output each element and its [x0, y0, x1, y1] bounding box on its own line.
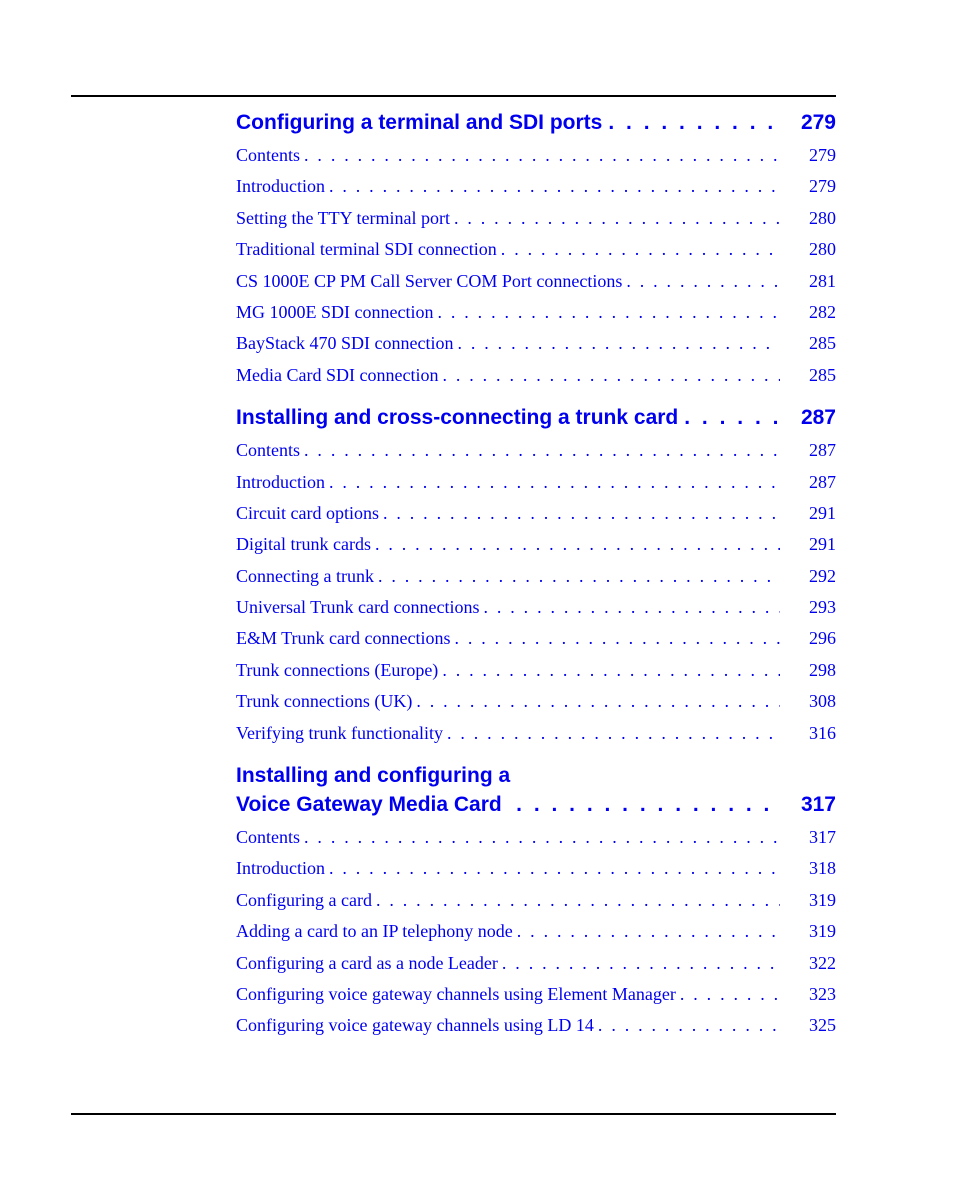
dot-leader	[443, 718, 780, 749]
toc-entry-text: Traditional terminal SDI connection	[236, 239, 497, 260]
toc-entry-page: 292	[809, 565, 836, 586]
table-of-contents	[236, 108, 836, 1042]
toc-entry-link[interactable]	[236, 718, 836, 749]
toc-entry-text: Introduction	[236, 858, 325, 879]
toc-entry-text: Contents	[236, 440, 301, 461]
dot-leader	[678, 403, 782, 432]
dot-leader	[300, 435, 780, 466]
dot-leader	[602, 108, 782, 137]
toc-entry-text: Configuring voice gateway channels using LD 14	[236, 1015, 594, 1036]
dot-leader	[372, 885, 780, 916]
toc-entry-page: 317	[809, 827, 836, 848]
toc-entry-page: 293	[809, 597, 836, 618]
toc-entry-page: 285	[809, 364, 836, 385]
dot-leader	[622, 266, 780, 297]
toc-entry-text: Introduction	[236, 176, 325, 197]
toc-entry-page: 319	[809, 889, 836, 910]
dot-leader	[453, 328, 780, 359]
toc-entry-page: 287	[809, 440, 836, 461]
section-heading-text: Installing and cross-connecting a trunk card	[236, 406, 679, 430]
toc-entry-link[interactable]	[236, 435, 836, 466]
section-page-number: 287	[800, 406, 836, 430]
dot-leader	[510, 790, 782, 819]
dot-leader	[379, 498, 780, 529]
dot-leader	[479, 592, 780, 623]
dot-leader	[412, 686, 780, 717]
toc-entry-page: 280	[809, 239, 836, 260]
section-heading-text: Installing and configuring a Voice Gateway Media Card	[236, 764, 511, 817]
dot-leader	[325, 853, 780, 884]
toc-entry-text: Introduction	[236, 471, 325, 492]
toc-entry-link[interactable]	[236, 266, 836, 297]
toc-entry-link[interactable]	[236, 1010, 836, 1041]
toc-entry-link[interactable]	[236, 822, 836, 853]
toc-entry-page: 318	[809, 858, 836, 879]
dot-leader	[300, 140, 780, 171]
toc-entry-text: E&M Trunk card connections	[236, 628, 451, 649]
section-heading-link[interactable]	[236, 108, 836, 137]
toc-entry-text: Setting the TTY terminal port	[236, 207, 450, 228]
bottom-rule	[71, 1113, 836, 1115]
toc-entry-text: Adding a card to an IP telephony node	[236, 921, 513, 942]
dot-leader	[594, 1010, 780, 1041]
toc-entry-text: CS 1000E CP PM Call Server COM Port connections	[236, 270, 623, 291]
toc-entry-text: Connecting a trunk	[236, 565, 374, 586]
toc-entry-link[interactable]	[236, 297, 836, 328]
toc-entry-link[interactable]	[236, 234, 836, 265]
dot-leader	[438, 360, 780, 391]
toc-entry-text: Trunk connections (UK)	[236, 691, 413, 712]
toc-entry-text: Media Card SDI connection	[236, 364, 439, 385]
toc-entry-page: 316	[809, 722, 836, 743]
toc-entry-page: 325	[809, 1015, 836, 1036]
toc-entry-page: 282	[809, 301, 836, 322]
toc-entry-link[interactable]	[236, 140, 836, 171]
toc-entry-link[interactable]	[236, 655, 836, 686]
toc-entry-text: Contents	[236, 827, 301, 848]
toc-entry-link[interactable]	[236, 467, 836, 498]
toc-section-trunk-card	[236, 403, 836, 749]
toc-entry-text: Contents	[236, 145, 301, 165]
toc-section-voice-gateway	[236, 761, 836, 1042]
toc-entry-text: BayStack 470 SDI connection	[236, 333, 454, 354]
toc-entry-text: Configuring a card as a node Leader	[236, 952, 498, 973]
toc-entry-page: 308	[809, 691, 836, 712]
toc-entry-link[interactable]	[236, 686, 836, 717]
toc-entry-text: Verifying trunk functionality	[236, 722, 443, 743]
dot-leader	[450, 623, 780, 654]
toc-entry-link[interactable]	[236, 171, 836, 202]
dot-leader	[676, 979, 780, 1010]
top-rule	[71, 95, 836, 97]
toc-entry-page: 322	[809, 952, 836, 973]
dot-leader	[498, 948, 780, 979]
toc-entry-page: 298	[809, 659, 836, 680]
dot-leader	[300, 822, 780, 853]
dot-leader	[325, 171, 780, 202]
dot-leader	[513, 916, 780, 947]
toc-entry-page: 291	[809, 502, 836, 523]
toc-entry-text: Trunk connections (Europe)	[236, 659, 439, 680]
toc-entry-page: 279	[809, 145, 836, 165]
toc-entry-page: 280	[809, 207, 836, 228]
toc-entry-link[interactable]	[236, 853, 836, 884]
toc-entry-text: Configuring a card	[236, 889, 372, 910]
toc-entry-link[interactable]	[236, 328, 836, 359]
toc-entry-link[interactable]	[236, 529, 836, 560]
section-page-number: 279	[800, 111, 836, 134]
section-page-number: 317	[800, 793, 836, 817]
toc-entry-page: 319	[809, 921, 836, 942]
dot-leader	[438, 655, 780, 686]
toc-entry-page: 291	[809, 534, 836, 555]
section-heading-text: Configuring a terminal and SDI ports	[236, 111, 603, 134]
toc-entry-link[interactable]	[236, 623, 836, 654]
dot-leader	[325, 467, 780, 498]
toc-entry-page: 285	[809, 333, 836, 354]
dot-leader	[374, 561, 780, 592]
toc-entry-text: Digital trunk cards	[236, 534, 371, 555]
toc-entry-link[interactable]	[236, 948, 836, 979]
toc-entry-link[interactable]	[236, 885, 836, 916]
toc-entry-link[interactable]	[236, 498, 836, 529]
dot-leader	[497, 234, 780, 265]
toc-entry-page: 281	[809, 270, 836, 291]
toc-entry-text: MG 1000E SDI connection	[236, 301, 434, 322]
toc-entry-page: 296	[809, 628, 836, 649]
dot-leader	[433, 297, 780, 328]
toc-entry-text: Circuit card options	[236, 502, 379, 523]
toc-entry-text: Universal Trunk card connections	[236, 597, 480, 618]
dot-leader	[371, 529, 780, 560]
toc-entry-page: 323	[809, 983, 836, 1004]
toc-entry-link[interactable]	[236, 592, 836, 623]
toc-entry-text: Configuring voice gateway channels using Element Manager	[236, 983, 676, 1004]
toc-entry-link[interactable]	[236, 203, 836, 234]
toc-section-terminal-sdi	[236, 108, 836, 391]
toc-entry-page: 279	[809, 176, 836, 197]
toc-entry-link[interactable]	[236, 916, 836, 947]
section-heading-link[interactable]	[236, 761, 836, 819]
dot-leader	[450, 203, 780, 234]
toc-entry-page: 287	[809, 471, 836, 492]
toc-entry-link[interactable]	[236, 979, 836, 1010]
section-heading-link[interactable]	[236, 403, 836, 432]
toc-entry-link[interactable]	[236, 561, 836, 592]
toc-entry-link[interactable]	[236, 360, 836, 391]
